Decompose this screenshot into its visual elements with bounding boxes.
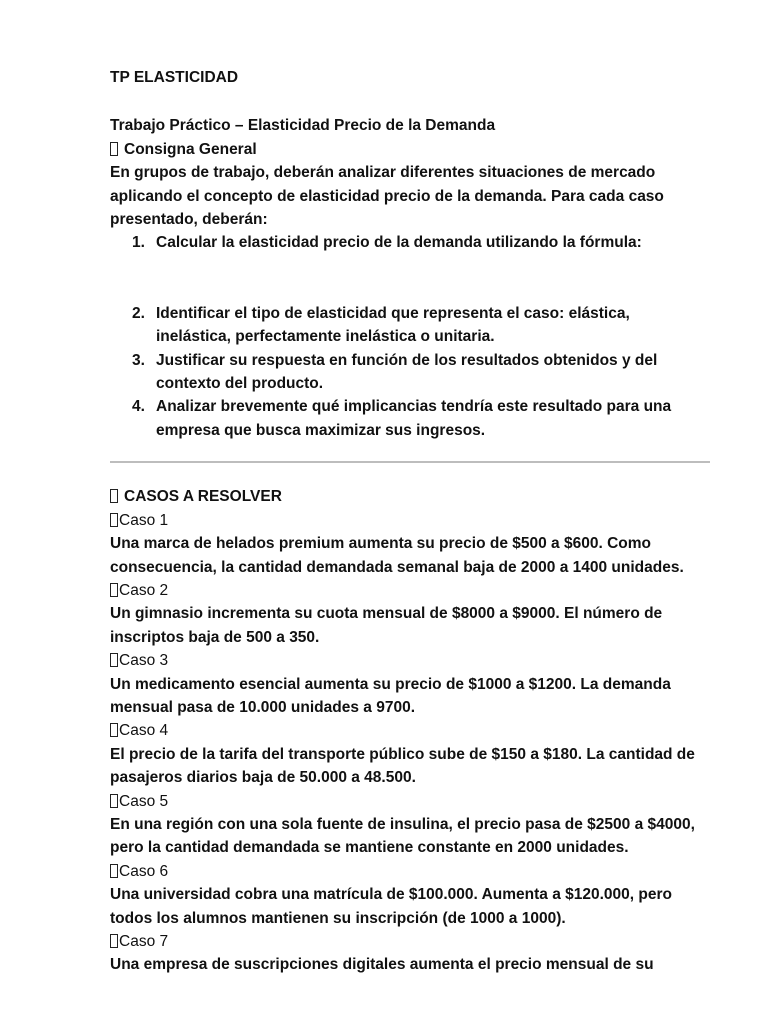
formula-placeholder	[110, 255, 710, 302]
case-text: Una universidad cobra una matrícula de $100.000. Aumenta a $120.000, pero	[110, 886, 672, 904]
step-number: 4.	[132, 398, 145, 416]
missing-glyph-icon	[110, 142, 118, 156]
casos-heading-text: CASOS A RESOLVER	[124, 488, 282, 506]
step-text: Identificar el tipo de elasticidad que representa el caso: elástica,	[156, 304, 630, 322]
case-label: Caso 6	[110, 860, 710, 883]
case-text: En una región con una sola fuente de insulina, el precio pasa de $2500 a $4000,	[110, 815, 695, 833]
case-label: Caso 1	[110, 509, 710, 532]
case-7	[110, 930, 710, 977]
case-text: consecuencia, la cantidad demandada semanal baja de 2000 a 1400 unidades.	[110, 558, 684, 576]
intro-paragraph	[110, 161, 710, 231]
case-text: El precio de la tarifa del transporte público sube de $150 a $180. La cantidad de	[110, 745, 695, 763]
missing-glyph-icon	[110, 489, 118, 503]
case-label: Caso 4	[110, 719, 710, 742]
case-label: Caso 3	[110, 649, 710, 672]
case-1	[110, 509, 710, 579]
consigna-heading	[110, 138, 710, 161]
case-text: pasajeros diarios baja de 50.000 a 48.500.	[110, 769, 416, 787]
case-text: Un gimnasio incrementa su cuota mensual de $8000 a $9000. El número de	[110, 605, 663, 623]
step-item	[110, 231, 710, 254]
step-text: empresa que busca maximizar sus ingresos.	[156, 421, 486, 439]
missing-glyph-icon	[110, 513, 118, 527]
spacer	[110, 89, 710, 114]
step-number: 2.	[132, 304, 145, 322]
step-item	[110, 302, 710, 349]
case-text: mensual pasa de 10.000 unidades a 9700.	[110, 698, 415, 716]
case-text: Un medicamento esencial aumenta su precio de $1000 a $1200. La demanda	[110, 675, 671, 693]
step-text: contexto del producto.	[156, 375, 324, 393]
document-title: TP ELASTICIDAD	[110, 69, 239, 86]
case-2	[110, 579, 710, 649]
step-number: 1.	[132, 234, 145, 252]
step-item	[110, 395, 710, 442]
missing-glyph-icon	[110, 723, 118, 737]
case-text: pero la cantidad demandada se mantiene constante en 2000 unidades.	[110, 839, 629, 857]
step-item	[110, 349, 710, 396]
horizontal-divider	[110, 461, 710, 463]
case-5	[110, 790, 710, 860]
consigna-heading-text: Consigna General	[124, 140, 257, 158]
intro-line: aplicando el concepto de elasticidad precio de la demanda. Para cada caso	[110, 187, 664, 205]
case-label: Caso 7	[110, 930, 710, 953]
document-page	[110, 66, 710, 977]
casos-heading	[110, 485, 710, 508]
step-text: Analizar brevemente qué implicancias tendría este resultado para una	[156, 398, 672, 416]
missing-glyph-icon	[110, 934, 118, 948]
step-number: 3.	[132, 351, 145, 369]
step-text: inelástica, perfectamente inelástica o unitaria.	[156, 328, 495, 346]
intro-line: presentado, deberán:	[110, 211, 268, 229]
step-text: Calcular la elasticidad precio de la demanda utilizando la fórmula:	[156, 234, 642, 252]
missing-glyph-icon	[110, 653, 118, 667]
case-label: Caso 5	[110, 790, 710, 813]
missing-glyph-icon	[110, 864, 118, 878]
document-subtitle: Trabajo Práctico – Elasticidad Precio de la Demanda	[110, 117, 496, 135]
missing-glyph-icon	[110, 794, 118, 808]
case-label: Caso 2	[110, 579, 710, 602]
case-text: inscriptos baja de 500 a 350.	[110, 628, 320, 646]
case-3	[110, 649, 710, 719]
steps-list-continued	[110, 302, 710, 442]
step-text: Justificar su respuesta en función de los resultados obtenidos y del	[156, 351, 658, 369]
case-text: Una marca de helados premium aumenta su precio de $500 a $600. Como	[110, 535, 651, 553]
intro-line: En grupos de trabajo, deberán analizar diferentes situaciones de mercado	[110, 164, 656, 182]
case-6	[110, 860, 710, 930]
steps-list	[110, 231, 710, 254]
case-text: Una empresa de suscripciones digitales aumenta el precio mensual de su	[110, 956, 654, 974]
case-text: todos los alumnos mantienen su inscripción (de 1000 a 1000).	[110, 909, 566, 927]
case-4	[110, 719, 710, 789]
missing-glyph-icon	[110, 583, 118, 597]
